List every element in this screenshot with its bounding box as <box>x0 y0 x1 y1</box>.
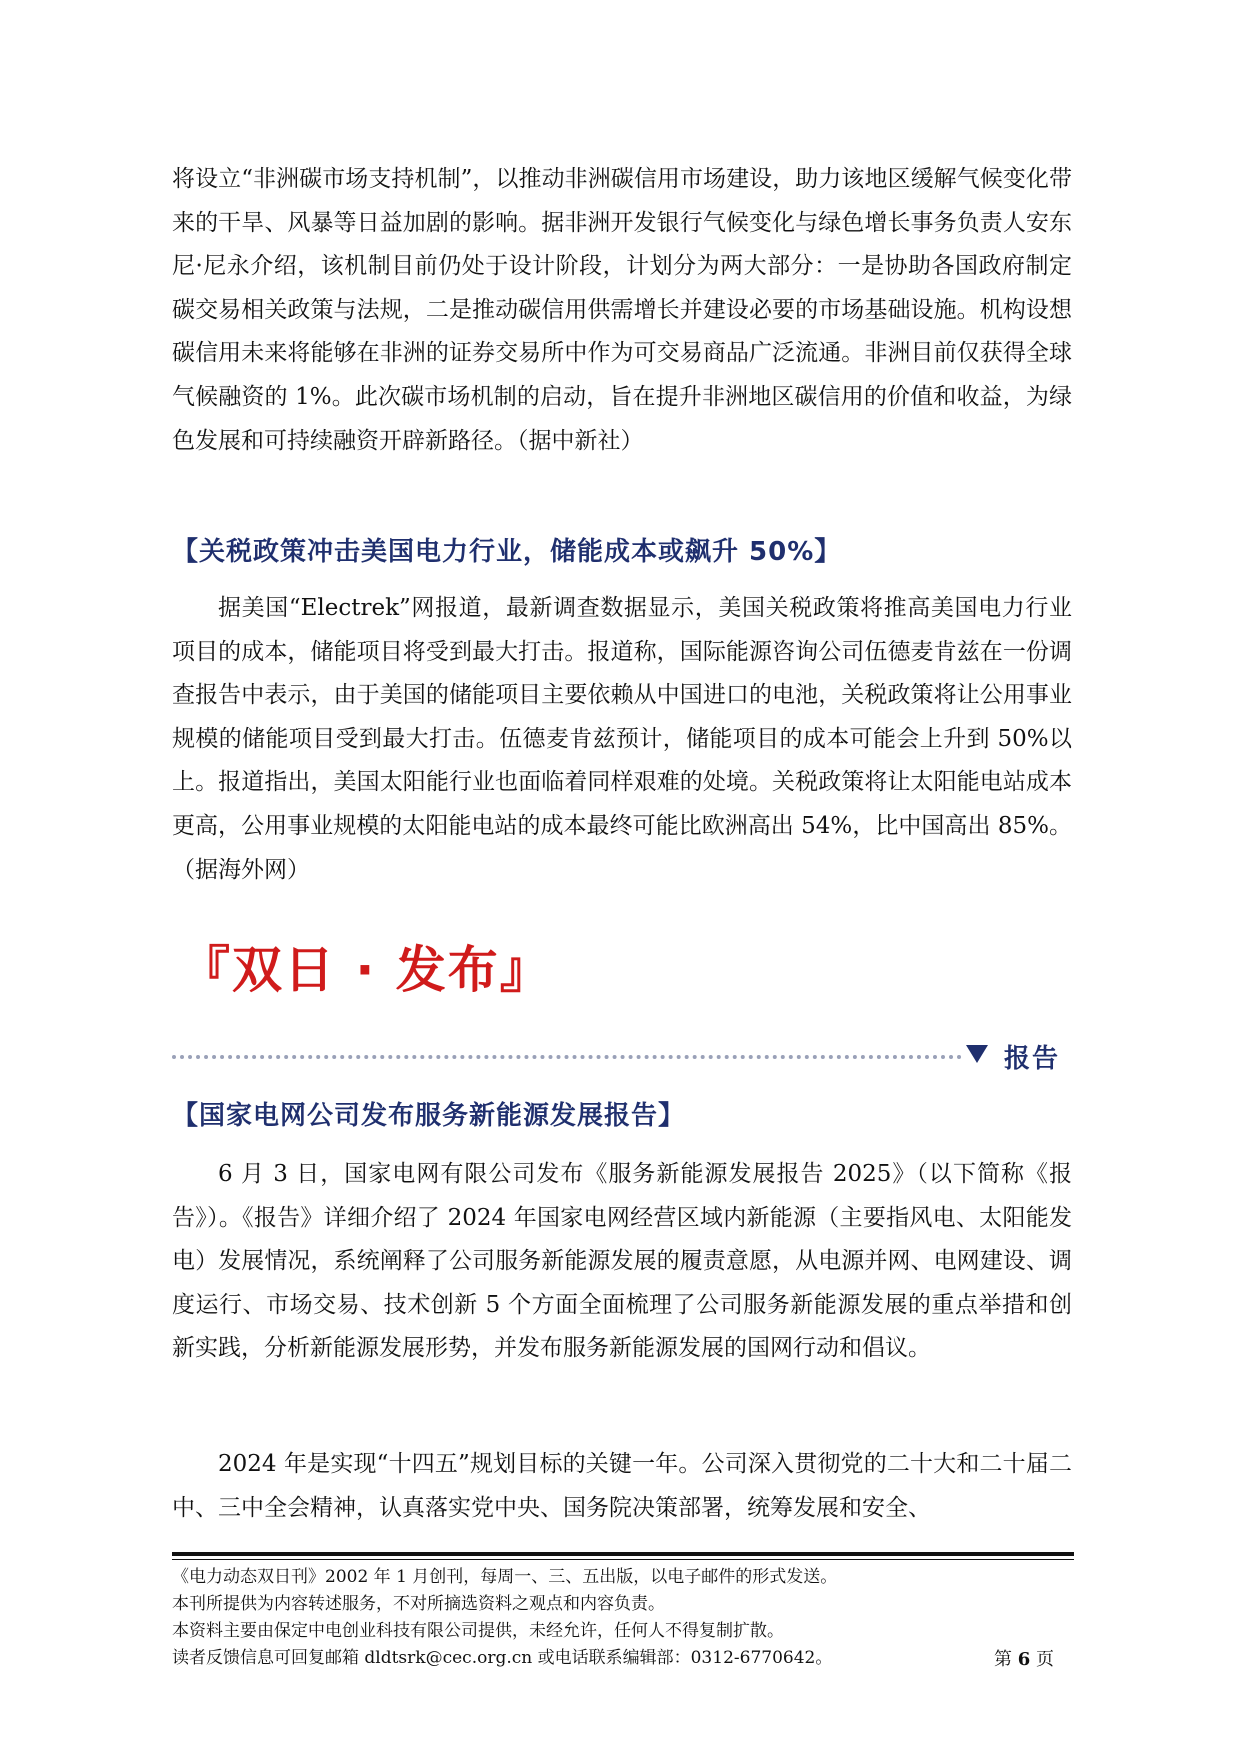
section-category-label: 报告 <box>1004 1044 1061 1074</box>
footer <box>172 1564 1074 1672</box>
article-body-state-grid-report-paragraph-1: 6 月 3 日，国家电网有限公司发布《服务新能源发展报告 2025》（以下简称《报告》）。《报告》详细介绍了 2024 年国家电网经营区域内新能源（主要指风电、太阳能发电）发展情况，系统阐释了公司服务新能源发展的履责意愿，从电源并网、电网建设、调度运行、市场交易、技术创新 5 个方面全面梳理了公司服务新能源发展的重点举措和创新实践，分析新能源发展形势，并发布服务新能源发展的国网行动和倡议。 <box>172 1161 1072 1362</box>
article-continuation-paragraph: 将设立“非洲碳市场支持机制”，以推动非洲碳信用市场建设，助力该地区缓解气候变化带来的干旱、风暴等日益加剧的影响。据非洲开发银行气候变化与绿色增长事务负责人安东尼·尼永介绍，该机制目前仍处于设计阶段，计划分为两大部分：一是协助各国政府制定碳交易相关政策与法规，二是推动碳信用供需增长并建设必要的市场基础设施。机构设想碳信用未来将能够在非洲的证券交易所中作为可交易商品广泛流通。非洲目前仅获得全球气候融资的 1%。此次碳市场机制的启动，旨在提升非洲地区碳信用的价值和收益，为绿色发展和可持续融资开辟新路径。（据中新社） <box>172 166 1072 454</box>
page-number-value: 6 <box>1017 1649 1031 1670</box>
footer-rule-thin <box>172 1559 1074 1560</box>
footer-disclaimer: 本刊所提供为内容转述服务，不对所摘选资料之观点和内容负责。 <box>172 1594 665 1614</box>
article-title-tariff-energy-storage: 【关税政策冲击美国电力行业，储能成本或飙升 50%】 <box>172 537 842 567</box>
page-number-prefix: 第 <box>994 1649 1012 1670</box>
section-title: 『双日 · 发布』 <box>180 941 552 999</box>
article-title-state-grid-report: 【国家电网公司发布服务新能源发展报告】 <box>172 1101 686 1131</box>
page-number <box>994 1645 1054 1671</box>
footer-contact: 读者反馈信息可回复邮箱 dldtsrk@cec.org.cn 或电话联系编辑部：0312-6770642。 <box>172 1648 833 1668</box>
footer-copyright: 本资料主要由保定中电创业科技有限公司提供，未经允许，任何人不得复制扩散。 <box>172 1621 784 1641</box>
footer-publication-info: 《电力动态双日刊》2002 年 1 月创刊，每周一、三、五出版，以电子邮件的形式发送。 <box>172 1567 838 1587</box>
section-dotted-divider <box>172 1055 962 1059</box>
page-number-suffix: 页 <box>1036 1649 1054 1670</box>
triangle-down-icon <box>966 1045 988 1063</box>
article-body-state-grid-report-paragraph-2: 2024 年是实现“十四五”规划目标的关键一年。公司深入贯彻党的二十大和二十届二中、三中全会精神，认真落实党中央、国务院决策部署，统筹发展和安全、 <box>172 1451 1072 1521</box>
footer-rule-thick <box>172 1552 1074 1556</box>
article-body-tariff-energy-storage: 据美国“Electrek”网报道，最新调查数据显示，美国关税政策将推高美国电力行业项目的成本，储能项目将受到最大打击。报道称，国际能源咨询公司伍德麦肯兹在一份调查报告中表示，由于美国的储能项目主要依赖从中国进口的电池，关税政策将让公用事业规模的储能项目受到最大打击。伍德麦肯兹预计，储能项目的成本可能会上升到 50%以上。报道指出，美国太阳能行业也面临着同样艰难的处境。关税政策将让太阳能电站成本更高，公用事业规模的太阳能电站的成本最终可能比欧洲高出 54%，比中国高出 85%。（据海外网） <box>172 595 1072 883</box>
